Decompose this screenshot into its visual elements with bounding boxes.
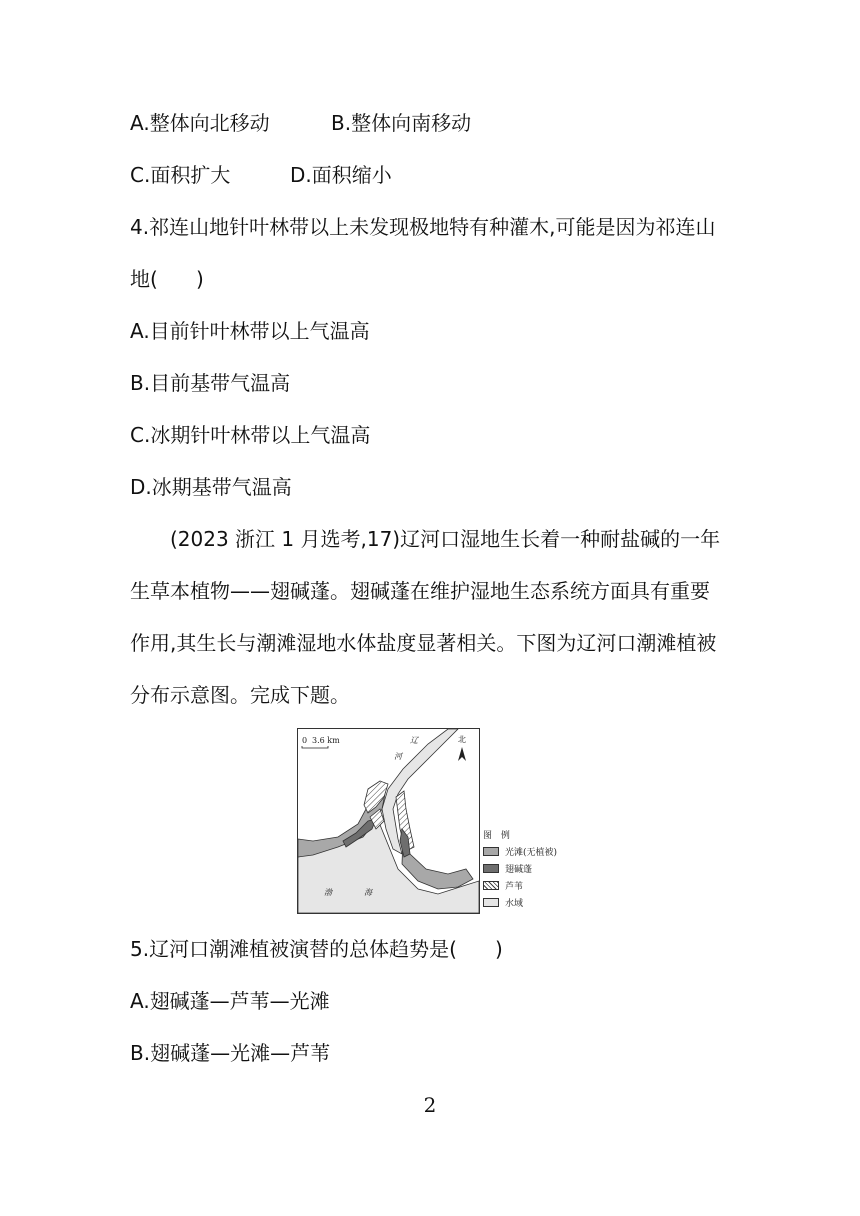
q4-option-c: C.冰期针叶林带以上气温高 bbox=[130, 423, 371, 447]
legend-label: 水域 bbox=[505, 899, 524, 909]
river-label-1: 辽 bbox=[410, 736, 418, 745]
scale-bar bbox=[302, 746, 328, 748]
q4-stem-line1: 4.祁连山地针叶林带以上未发现极地特有种灌木,可能是因为祁连山 bbox=[130, 215, 716, 239]
legend-swatch bbox=[483, 881, 499, 890]
map-legend bbox=[483, 828, 557, 911]
legend-title: 图 例 bbox=[483, 831, 513, 841]
q5-stem: 5.辽河口潮滩植被演替的总体趋势是( ) bbox=[130, 937, 503, 961]
scale-label: 3.6 km bbox=[312, 736, 340, 745]
q4-option-d: D.冰期基带气温高 bbox=[130, 475, 292, 499]
estuary-map-svg bbox=[298, 729, 479, 913]
estuary-map bbox=[297, 728, 480, 914]
legend-item bbox=[483, 877, 557, 894]
legend-item bbox=[483, 843, 557, 860]
q3-option-a: A.整体向北移动 bbox=[130, 111, 270, 135]
legend-label: 翅碱蓬 bbox=[505, 865, 533, 875]
q4-option-a: A.目前针叶林带以上气温高 bbox=[130, 319, 370, 343]
passage-line3: 作用,其生长与潮滩湿地水体盐度显著相关。下图为辽河口潮滩植被 bbox=[130, 631, 717, 655]
q3-option-c: C.面积扩大 bbox=[130, 163, 231, 187]
passage-line1: (2023 浙江 1 月选考,17)辽河口湿地生长着一种耐盐碱的一年 bbox=[170, 527, 721, 551]
passage-line4: 分布示意图。完成下题。 bbox=[130, 683, 350, 707]
q3-option-b: B.整体向南移动 bbox=[331, 111, 472, 135]
page-number: 2 bbox=[423, 1093, 437, 1117]
legend-swatch bbox=[483, 898, 499, 907]
north-label: 北 bbox=[458, 735, 466, 744]
river-label-2: 河 bbox=[394, 752, 402, 761]
q5-option-b: B.翅碱蓬—光滩—芦苇 bbox=[130, 1041, 331, 1065]
river-area bbox=[382, 729, 458, 854]
legend-swatch bbox=[483, 864, 499, 873]
q5-option-a: A.翅碱蓬—芦苇—光滩 bbox=[130, 989, 330, 1013]
sea-label-1: 渤 bbox=[324, 888, 332, 897]
sea-label-2: 海 bbox=[364, 888, 372, 897]
legend-label: 光滩(无植被) bbox=[505, 848, 558, 858]
q4-option-b: B.目前基带气温高 bbox=[130, 371, 291, 395]
legend-item bbox=[483, 894, 557, 911]
scale-zero: 0 bbox=[302, 736, 308, 745]
q3-option-d: D.面积缩小 bbox=[290, 163, 392, 187]
legend-item bbox=[483, 860, 557, 877]
legend-label: 芦苇 bbox=[505, 882, 524, 892]
q4-stem-line2: 地( ) bbox=[130, 267, 204, 291]
legend-swatch bbox=[483, 847, 499, 856]
passage-line2: 生草本植物——翅碱蓬。翅碱蓬在维护湿地生态系统方面具有重要 bbox=[130, 579, 710, 603]
north-arrow-icon bbox=[458, 747, 466, 761]
